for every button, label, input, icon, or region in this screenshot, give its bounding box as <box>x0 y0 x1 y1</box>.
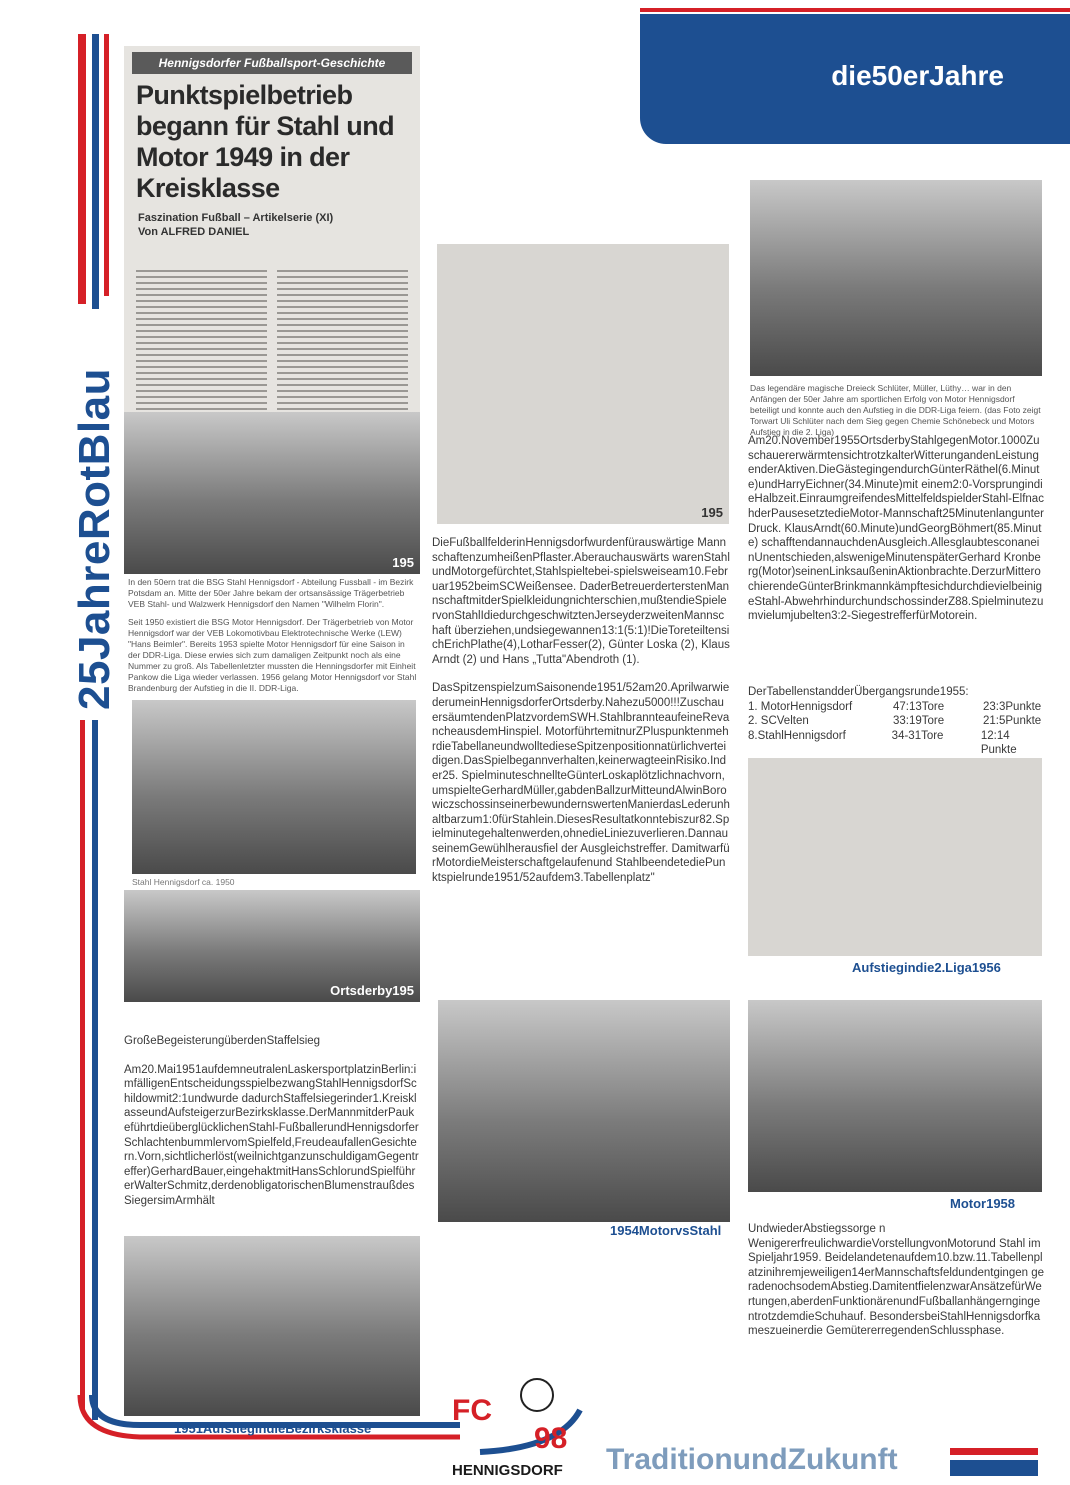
standings-points: 12:14 Punkte <box>980 729 1017 757</box>
standings-team: 8.StahlHennigsdorf <box>748 729 846 742</box>
clipping-text-columns <box>136 270 408 410</box>
header-red-line <box>640 8 1070 12</box>
team-photo-stahl <box>132 700 416 874</box>
motor-1958-caption: Motor1958 <box>950 1196 1016 1211</box>
middle-article <box>432 536 730 900</box>
standings-goals: 34-31Tore <box>891 729 944 742</box>
photo-number: 195 <box>392 555 414 570</box>
newspaper-clipping <box>124 46 420 412</box>
clipping-author: Von ALFRED DANIEL <box>138 226 250 238</box>
caricature-team-photo <box>437 244 729 524</box>
motor-1958-photo <box>748 1000 1042 1192</box>
standings-goals: 47:13Tore <box>893 700 945 713</box>
right-bottom-paragraph: WenigererfreulichwardieVorstellungvonMotorund Stahl im Spieljahr1959. Beidelandetenaufdem10.bzw.11.Tabellenplatzinihremjeweiligen14erMannschaftsfeldundentgingen geradenochsodemAbstieg.DamitentfielenzwarAnsätzefürWertungen,aberdenFunktionärenundFußballanhängerngingentrotzdemdieSchuhauf. BesondersbeiStahlHennigsdorfkameszueinerdie GemütererregendenSchlussphase. <box>748 1237 1045 1338</box>
standings-row <box>748 714 1048 729</box>
ortsderby-caption: Ortsderby195 <box>330 983 414 998</box>
motor-info-caption: Seit 1950 existiert die BSG Motor Hennigsdorf. Der Trägerbetrieb von Motor Hennigsdorf war der VEB Lokomotivbau Elektrotechnische Werke (LEW) "Hans Beimler". Bereits 1953 spielte Motor Hennigsdorf für eine Saison in der DDR-Liga. Diese erwies sich zum damaligen Zeitpunkt noch als eine Nummer zu groß. Als Tabellenletzter mussten die Henningsdorfer mit Einheit Pankow die Liga wieder verlassen. 1956 gelang Motor Hennigsdorf vor Stahl Brandenburg der Aufstieg in die II. DDR-Liga. <box>128 617 417 693</box>
standings-points: 21:5Punkte <box>983 715 1042 728</box>
left-bottom-article <box>124 1034 420 1236</box>
bottom-right-blue-stripe <box>950 1460 1038 1476</box>
standings-points: 23:3Punkte <box>983 700 1042 713</box>
middle-article-paragraph: DasSpitzenspielzumSaisonende1951/52am20.AprilwarwiederumeinHennigsdorferOrtsderby.Nahezu5000!!!ZuschauersäumtendenPlatzvordemSWH.StahlbranntеaufeineRevancheausdemHinspiel. MotorführtemitnurZPluspunktenmehrdieTabellaneundwolltedieseSpitzenpositionnatürlichverteidigen.DasSpielbegannverhalten,keinerwagteeinRisiko.Inder25. SpielminuteschnellteGünterLoskaplötzlichnachvorn, umspielteGerhardMüller,gabdenBallzurMitteundAlwinBorowiczschossinseinerbewundernswertenManierdasLederunhaltbarzum1:0fürStahlein.DiesesResultatkonntebiszur82.Spielminutegehaltenwerden,ohnedieLiniezuverlieren.DannauseinemGewühlherausfiel der Ausgleichstreffer. DamitwarfürMotordieMeisterschaftgelaufenund StahlbeendetediePunktspielrunde1951/52aufdem3.Tabellenplatz" <box>432 682 730 885</box>
standings-row <box>748 729 1048 758</box>
bezirksklasse-1951-caption: 1951AufstiegindieBezirksklasse <box>174 1421 372 1436</box>
standings-team: 2. SCVelten <box>748 715 809 728</box>
ortsderby-photo <box>124 890 420 1002</box>
logo-number: 98 <box>534 1422 568 1455</box>
standings-title: DerTabellenstandderÜbergangsrunde1955: <box>748 686 969 698</box>
meister-1956-photo <box>748 758 1042 956</box>
middle-article-paragraph: DieFußballfelderinHennigsdorfwurdenfürauswärtige MannschaftenzumheißenPflaster.Aberauchauswärts warenStahlundMotorgefürchtet,Stahlspieltebei-spielsweiseam10.Februar1952beimSCWeißensee. DaderBetreuerderterstenMannschaftmitderSpielkleidungnichterschien,mußtendieSpielervonStahlIdiedurchgeschwitztenJerseyderzweitenMannschaft überziehen,undsiegewannen13:1(5:1)!DieToreteiltensichErichPlathe(4),LotharFesser(2), Günter Loska (2), Klaus Arndt (2) und Hans „Tutta"Abendroth (1). <box>432 537 730 666</box>
left-red-stripe-lower <box>80 720 85 1410</box>
page-title: die50erJahre <box>831 60 1004 91</box>
team-1950-caption: In den 50ern trat die BSG Stahl Hennigsdorf - Abteilung Fussball - im Bezirk Potsdam an. Mitte der 50er Jahre bekam der ortsansässige Trägerbetrieb VEB Stahl- und Walzwerk Hennigsdorf den Namen "Wilhelm Florin". <box>128 577 414 609</box>
logo-fc: FC <box>452 1394 492 1427</box>
celebration-1951-photo <box>124 1236 420 1416</box>
motor-vs-stahl-photo <box>438 1000 730 1222</box>
footer-tagline: TraditionundZukunft <box>606 1443 898 1476</box>
left-bottom-paragraph: Am20.Mai1951aufdemneutralenLaskersportplatzinBerlin:imfälligenEntscheidungsspielbezwangStahlHennigsdorfSchildowmit2:1undwurde dadurchStaffelsiegerinder1.KreisklasseundAufsteigerzurBezirksklasse.DerMannmitderPaukeführtdieüberglücklichenStahl-FußballerundHennigsdorferSchlachtenbummlervomSpielfeld,FreudeaufallenGesichtern.Vorn,sichtlicherlöst(weilnichtganzunschuldigamGegentreffer)GerhardBauer,eingehaktmitHansSchlorundSpielführerWalterSchmitz,derdenobligatorischenBlumenstraußdesSiegersimArmhält <box>124 1063 419 1207</box>
left-bottom-heading: GroßeBegeisterungüberdenStaffelsieg <box>124 1035 321 1047</box>
caricature-number: 195 <box>701 505 723 520</box>
football-icon <box>520 1378 554 1412</box>
logo-city: HENNIGSDORF <box>452 1462 563 1479</box>
team-photo-1950 <box>124 412 420 574</box>
standings-row <box>748 700 1048 715</box>
standings-goals: 33:19Tore <box>893 715 945 728</box>
standings-table <box>748 685 1048 758</box>
clipping-kicker: Hennigsdorfer Fußballsport-Geschichte <box>132 52 412 74</box>
right-bottom-heading: UndwiederAbstiegssorge n <box>748 1223 886 1235</box>
vertical-title: 25JahreRotBlau <box>70 367 119 710</box>
club-logo <box>450 1378 600 1478</box>
motor-vs-stahl-caption: 1954MotorvsStahl <box>610 1223 722 1238</box>
right-bottom-article <box>748 1222 1044 1353</box>
left-blue-stripe-lower <box>92 720 98 1420</box>
bottom-right-red-stripe <box>950 1448 1038 1455</box>
clipping-subhead: Faszination Fußball – Artikelserie (XI) <box>138 212 334 224</box>
dreieck-caption: Das legendäre magische Dreieck Schlüter, Müller, Lüthy… war in den Anfängen der 50er Jahre am sportlichen Erfolg von Motor Hennigsdorf beteiligt und konnte auch den Aufstieg in die DDR-Liga feiern. (das Foto zeigt Torwart Uli Schlüter nach dem Sieg gegen Chemie Schönebeck und Motors Aufstieg in die 2. Liga) <box>750 383 1041 437</box>
aufstieg-1956-caption: Aufstiegindie2.Liga1956 <box>852 960 1001 975</box>
schlueter-celebration-photo <box>750 180 1042 376</box>
right-article: Am20.November1955OrtsderbyStahlgegenMotor.1000ZuschauererwärmtensichtrotzkalterWitterungandenLeistungenderAktiven.DieGästegingendurchGünterRäthel(6.Minute)undHarryEichner(34.Minute)mit einem2:0-VorsprungindieHalbzeit.EinraumgreifendesMittelfeldspielderStahl-ElfnachderPausesetztedieMotor-Mannschaft25MinutenlangunterDruck. KlausArndt(60.Minute)undGeorgBöhmert(85.Minute) schafftendannauchdenAusgleich.AllesglaubtesconaneinUnentschieden,alswenigeMinutenspäterGerhard Kronberg(Motor)seinenLinksaußeninAktionbrachte.DerzurMitterochierendeGünterBrinkmannkämpftesichdurchdievielbeinigeStahl-AbwehrhindurchundschossinderZ88.Spielminutezumvielumjubelten3:2-SiegestrefferfürMotorein. <box>748 435 1044 623</box>
team-photo-stahl-caption: Stahl Hennigsdorf ca. 1950 <box>132 877 235 887</box>
clipping-headline: Punktspielbetrieb begann für Stahl und Motor 1949 in der Kreisklasse <box>136 80 394 203</box>
standings-team: 1. MotorHennigsdorf <box>748 700 853 713</box>
